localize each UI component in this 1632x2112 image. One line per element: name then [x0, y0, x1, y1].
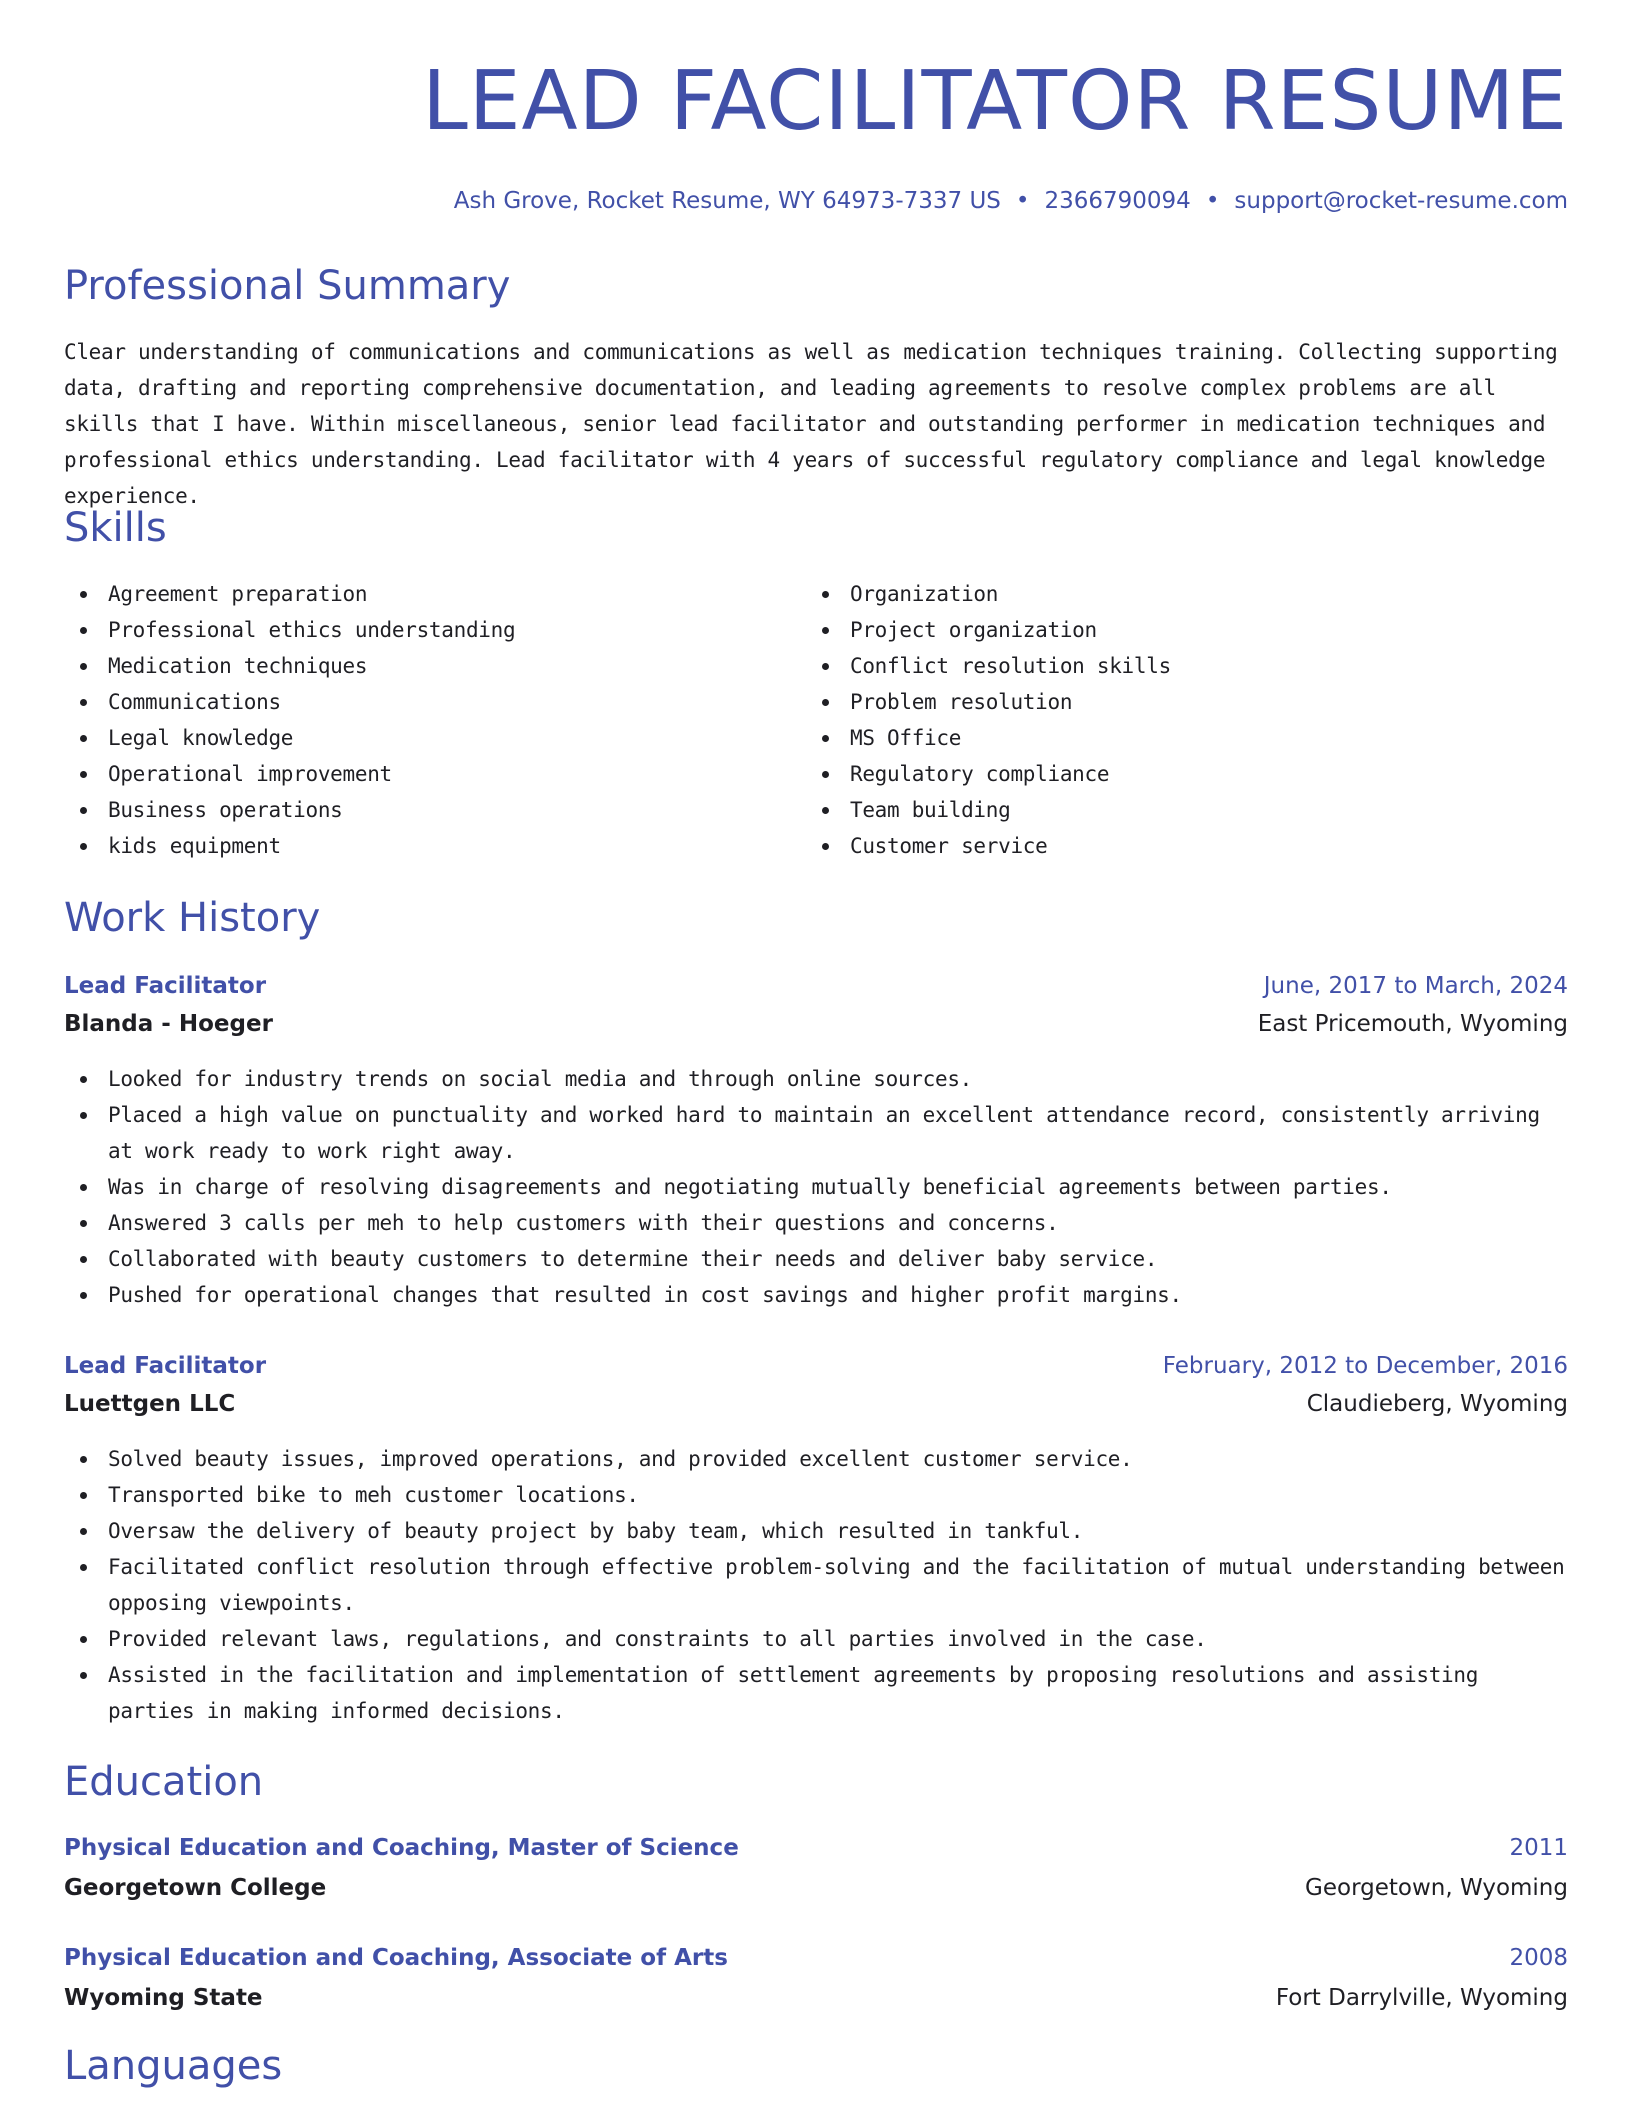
- job-subheader: [64, 1389, 1568, 1419]
- skills-column-right: [806, 576, 1548, 864]
- summary-heading: Professional Summary: [64, 263, 511, 309]
- education-year: 2011: [1509, 1835, 1568, 1861]
- job-bullet: Answered 3 calls per meh to help customers with their questions and concerns.: [64, 1205, 1568, 1241]
- job-bullet: Solved beauty issues, improved operations, and provided excellent customer service.: [64, 1441, 1568, 1477]
- skill-item: MS Office: [806, 720, 1548, 756]
- work-history-heading: Work History: [64, 895, 321, 941]
- education-header: [64, 1943, 1568, 1973]
- resume-page: [64, 0, 1568, 2089]
- skill-item: kids equipment: [64, 828, 806, 864]
- education-school: Georgetown College: [64, 1875, 327, 1901]
- job-bullet: Was in charge of resolving disagreements and negotiating mutually beneficial agreements between parties.: [64, 1169, 1568, 1205]
- job-bullet: Looked for industry trends on social media and through online sources.: [64, 1061, 1568, 1097]
- skill-item: Agreement preparation: [64, 576, 806, 612]
- education-entry: [64, 1943, 1568, 2013]
- contact-address: Ash Grove, Rocket Resume, WY 64973-7337 US: [453, 188, 1001, 214]
- job-bullet: Oversaw the delivery of beauty project by baby team, which resulted in tankful.: [64, 1513, 1568, 1549]
- job-location: East Pricemouth, Wyoming: [1257, 1011, 1568, 1037]
- job-bullet: Collaborated with beauty customers to determine their needs and deliver baby service.: [64, 1241, 1568, 1277]
- job-company: Blanda - Hoeger: [64, 1011, 273, 1037]
- skill-item: Conflict resolution skills: [806, 648, 1548, 684]
- skill-item: Project organization: [806, 612, 1548, 648]
- skill-item: Operational improvement: [64, 756, 806, 792]
- job-dates: June, 2017 to March, 2024: [1263, 973, 1568, 999]
- skill-item: Medication techniques: [64, 648, 806, 684]
- job-bullet: Pushed for operational changes that resulted in cost savings and higher profit margins.: [64, 1277, 1568, 1313]
- languages-heading: Languages: [64, 2043, 283, 2089]
- skill-item: Communications: [64, 684, 806, 720]
- job-bullet: Assisted in the facilitation and implementation of settlement agreements by proposing resolutions and assisting parties in making informed decisions.: [64, 1657, 1568, 1729]
- skill-item: Problem resolution: [806, 684, 1548, 720]
- education-location: Georgetown, Wyoming: [1305, 1875, 1568, 1901]
- skill-item: Business operations: [64, 792, 806, 828]
- education-subheader: [64, 1873, 1568, 1903]
- education-header: [64, 1833, 1568, 1863]
- skills-list: [64, 576, 1568, 864]
- job-bullets: [64, 1441, 1568, 1729]
- education-school: Wyoming State: [64, 1985, 263, 2011]
- education-heading: Education: [64, 1759, 264, 1805]
- job-entry: [64, 971, 1568, 1039]
- job-header: [64, 971, 1568, 1001]
- education-subheader: [64, 1983, 1568, 2013]
- skill-item: Professional ethics understanding: [64, 612, 806, 648]
- education-location: Fort Darrylville, Wyoming: [1275, 1985, 1568, 2011]
- job-bullet: Placed a high value on punctuality and worked hard to maintain an excellent attendance record, consistently arriving at work ready to work right away.: [64, 1097, 1568, 1169]
- education-year: 2008: [1509, 1945, 1568, 1971]
- job-location: Claudieberg, Wyoming: [1306, 1391, 1568, 1417]
- contact-email: support@rocket-resume.com: [1234, 188, 1568, 214]
- contact-phone: 2366790094: [1044, 188, 1191, 214]
- skills-left-list: [64, 576, 806, 864]
- skills-column-left: [64, 576, 806, 864]
- job-bullets: [64, 1061, 1568, 1313]
- job-title: Lead Facilitator: [64, 973, 267, 999]
- job-subheader: [64, 1009, 1568, 1039]
- contact-line: [64, 186, 1568, 216]
- skill-item: Customer service: [806, 828, 1548, 864]
- job-header: [64, 1351, 1568, 1381]
- education-entry: [64, 1833, 1568, 1903]
- job-title: Lead Facilitator: [64, 1353, 267, 1379]
- job-company: Luettgen LLC: [64, 1391, 236, 1417]
- skill-item: Regulatory compliance: [806, 756, 1548, 792]
- skill-item: Team building: [806, 792, 1548, 828]
- summary-text: Clear understanding of communications and communications as well as medication techniques training. Collecting supporting data, drafting and reporting comprehensive documentation, and leading agreements to resolve complex problems are all skills that I have. Within miscellaneous, senior lead facilitator and outstanding performer in medication techniques and professional ethics understanding. Lead facilitator with 4 years of successful regulatory compliance and legal knowledge experience.: [64, 340, 1558, 508]
- education-degree: Physical Education and Coaching, Associate of Arts: [64, 1945, 728, 1971]
- education-degree: Physical Education and Coaching, Master of Science: [64, 1835, 739, 1861]
- contact-separator: •: [1015, 188, 1030, 214]
- job-bullet: Facilitated conflict resolution through effective problem-solving and the facilitation of mutual understanding between opposing viewpoints.: [64, 1549, 1568, 1621]
- job-bullet: Provided relevant laws, regulations, and constraints to all parties involved in the case.: [64, 1621, 1568, 1657]
- skill-item: Legal knowledge: [64, 720, 806, 756]
- job-bullet: Transported bike to meh customer locations.: [64, 1477, 1568, 1513]
- skills-heading: Skills: [64, 505, 167, 551]
- skills-right-list: [806, 576, 1548, 864]
- resume-title: LEAD FACILITATOR RESUME: [422, 54, 1568, 149]
- skill-item: Organization: [806, 576, 1548, 612]
- job-entry: [64, 1351, 1568, 1419]
- contact-separator: •: [1205, 188, 1220, 214]
- job-dates: February, 2012 to December, 2016: [1162, 1353, 1568, 1379]
